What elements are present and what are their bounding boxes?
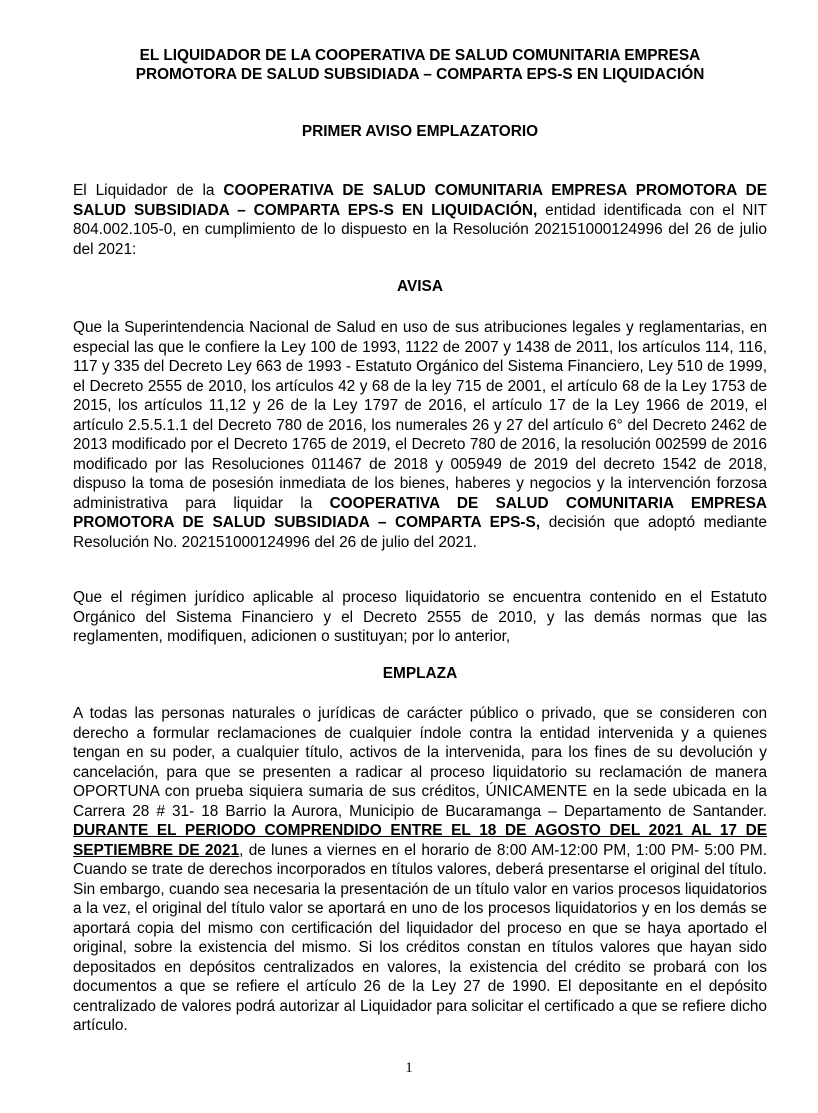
emplaza-paragraph	[73, 704, 767, 1036]
intro-text-2: entidad identificada con el NIT 804.002.105-0, en cumplimiento de lo dispuesto en la Resolución 202151000124996 del 26 de julio del 2021:	[73, 201, 767, 258]
page-number: 1	[405, 1060, 413, 1076]
document-subtitle: PRIMER AVISO EMPLAZATORIO	[301, 123, 539, 140]
emplaza-text-2: , de lunes a viernes en el horario de 8:00 AM-12:00 PM, 1:00 PM- 5:00 PM. Cuando se trate de derechos incorporados en títulos valores, deberá presentarse el original del título. Sin embargo, cuando sea necesaria la presentación de un título valor en varios procesos liquidatorios a la vez, el original del título valor se aportará en uno de los procesos liquidatorios y en los demás se aportará copia del mismo con certificación del liquidador del proceso en que se haya aportado el original, sobre la existencia del mismo. Si los créditos constan en títulos valores que hayan sido depositados en depósitos centralizados en valores, la existencia del crédito se probará con los documentos a que se refiere el artículo 26 de la Ley 27 de 1990. El depositante en el depósito centralizado de valores podrá autorizar al Liquidador para solicitar el certificado a que se refiere dicho artículo.	[73, 841, 767, 1034]
document-title-line-2: PROMOTORA DE SALUD SUBSIDIADA – COMPARTA EPS-S EN LIQUIDACIÓN	[135, 66, 705, 83]
avisa-paragraph-2: Que el régimen jurídico aplicable al proceso liquidatorio se encuentra contenido en el Estatuto Orgánico del Sistema Financiero y el Decreto 2555 de 2010, y las demás normas que las reglamenten, modifiquen, adicionen o sustituyan; por lo anterior,	[73, 589, 767, 645]
document-title-line-1: EL LIQUIDADOR DE LA COOPERATIVA DE SALUD COMUNITARIA EMPRESA	[139, 47, 701, 64]
avisa-paragraph-1	[73, 318, 767, 552]
intro-text-1: El Liquidador de la	[73, 182, 224, 199]
emplaza-text-1: A todas las personas naturales o jurídicas de carácter público o privado, que se consideren con derecho a formular reclamaciones de cualquier índole contra la entidad intervenida y a quienes tengan en su poder, a cualquier título, activos de la intervenida, para los fines de su devolución y cancelación, para que se presenten a radicar al proceso liquidatorio su reclamación de manera OPORTUNA con prueba siquiera sumaria de sus créditos, ÚNICAMENTE en la sede ubicada en la Carrera 28 # 31- 18 Barrio la Aurora, Municipio de Bucaramanga – Departamento de Santander.	[73, 705, 767, 820]
avisa-text-1: Que la Superintendencia Nacional de Salud en uso de sus atribuciones legales y reglamentarias, en especial las que le confiere la Ley 100 de 1993, 1122 de 2007 y 1438 de 2011, los artículos 114, 116, 117 y 335 del Decreto Ley 663 de 1993 - Estatuto Orgánico del Sistema Financiero, Ley 510 de 1999, el Decreto 2555 de 2010, los artículos 42 y 68 de la ley 715 de 2001, el artículo 68 de la Ley 1753 de 2015, los artículos 11,12 y 26 de la Ley 1797 de 2016, el artículo 17 de la Ley 1966 de 2019, el artículo 2.5.5.1.1 del Decreto 780 de 2016, los numerales 26 y 27 del artículo 6° del Decreto 2462 de 2013 modificado por el Decreto 1765 de 2019, el Decreto 780 de 2016, la resolución 002599 de 2016 modificado por las Resoluciones 011467 de 2018 y 005949 de 2019 del decreto 1542 de 2018, dispuso la toma de posesión inmediata de los bienes, haberes y negocios y la intervención forzosa administrativa para liquidar la	[73, 319, 767, 512]
intro-entity-name: COOPERATIVA DE SALUD COMUNITARIA EMPRESA PROMOTORA DE SALUD SUBSIDIADA – COMPARTA EPS-S EN LIQUIDACIÓN,	[73, 182, 767, 219]
intro-paragraph	[73, 181, 767, 259]
avisa-heading: AVISA	[397, 278, 443, 295]
avisa-text-2: decisión que adoptó mediante Resolución No. 202151000124996 del 26 de julio del 2021.	[73, 514, 767, 551]
avisa-entity-name: COOPERATIVA DE SALUD COMUNITARIA EMPRESA PROMOTORA DE SALUD SUBSIDIADA – COMPARTA EPS-S,	[73, 494, 768, 531]
emplaza-period: DURANTE EL PERIODO COMPRENDIDO ENTRE EL 18 DE AGOSTO DEL 2021 AL 17 DE SEPTIEMBRE DE 2021	[73, 822, 767, 859]
emplaza-heading: EMPLAZA	[382, 665, 458, 682]
